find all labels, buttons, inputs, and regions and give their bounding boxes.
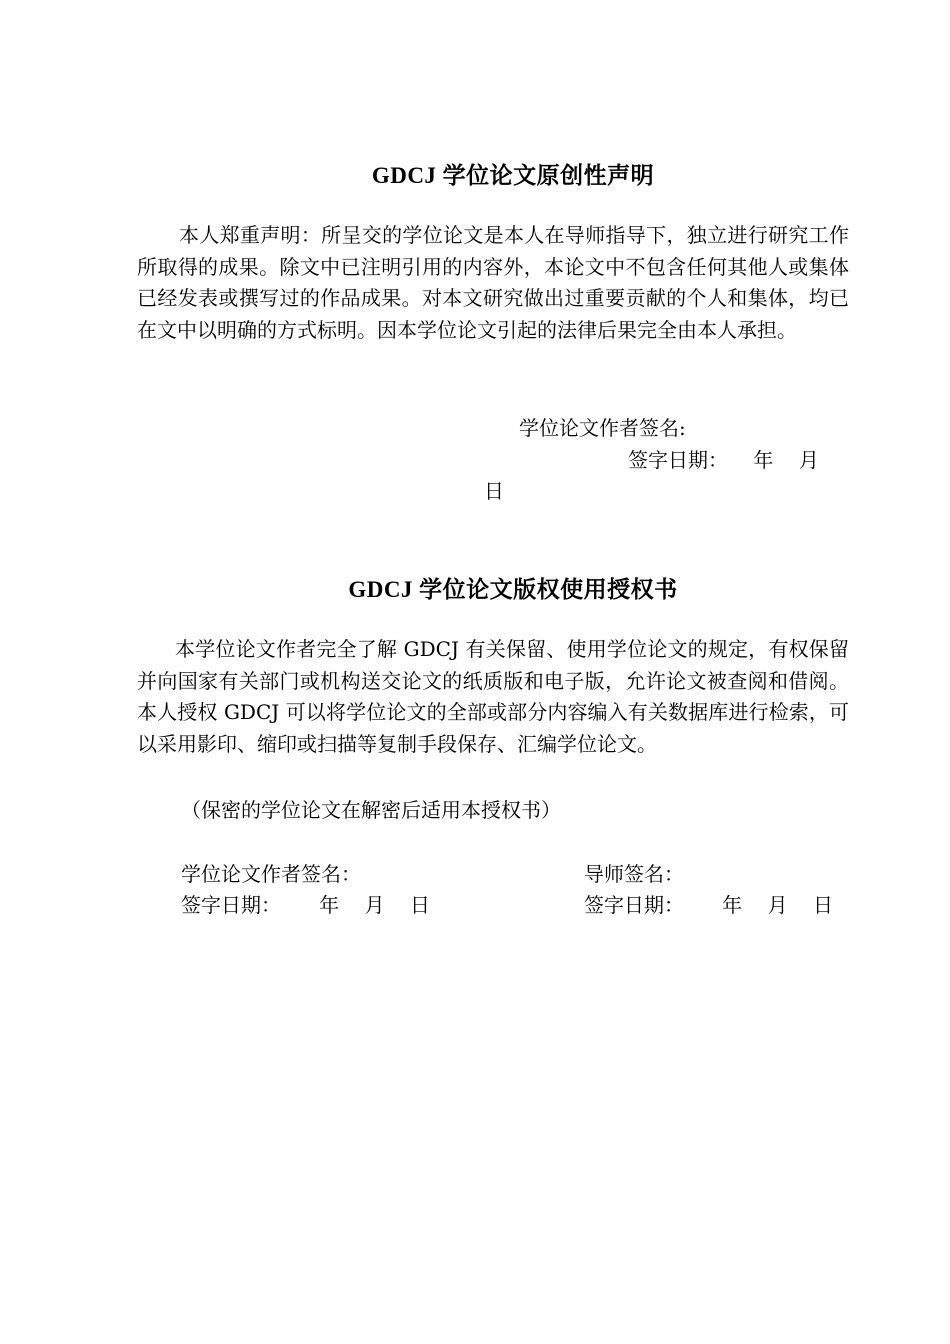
advisor-signature-label: 导师签名： [584, 862, 684, 886]
signature-date-day: 日 [484, 479, 504, 503]
author-signature-label: 学位论文作者签名: [519, 416, 686, 440]
copyright-authorization-title: GDCJ 学位论文版权使用授权书 [348, 577, 678, 602]
author-signature-label-2: 学位论文作者签名： [181, 862, 361, 886]
signature-date-label: 签字日期： 年 月 [628, 448, 819, 472]
confidential-note: （保密的学位论文在解密后适用本授权书） [181, 798, 561, 822]
originality-declaration-title: GDCJ 学位论文原创性声明 [371, 163, 655, 188]
originality-declaration-body: 本人郑重声明：所呈交的学位论文是本人在导师指导下，独立进行研究工作所取得的成果。除文中已注明引用的内容外，本论文中不包含任何其他人或集体已经发表或撰写过的作品成果。对本文研究做出过重要贡献的个人和集体，均已在文中以明确的方式标明。因本学位论文引起的法律后果完全由本人承担。 [137, 223, 849, 342]
author-signature-date-label: 签字日期： 年 月 日 [181, 893, 431, 917]
advisor-signature-date-label: 签字日期： 年 月 日 [584, 893, 834, 917]
copyright-authorization-body: 本学位论文作者完全了解 GDCJ 有关保留、使用学位论文的规定，有权保留并向国家有关部门或机构送交论文的纸质版和电子版，允许论文被查阅和借阅。本人授权 GDCJ 可以将学位论文的全部或部分内容编入有关数据库进行检索，可以采用影印、缩印或扫描等复制手段保存、汇编学位论文。 [137, 637, 849, 756]
